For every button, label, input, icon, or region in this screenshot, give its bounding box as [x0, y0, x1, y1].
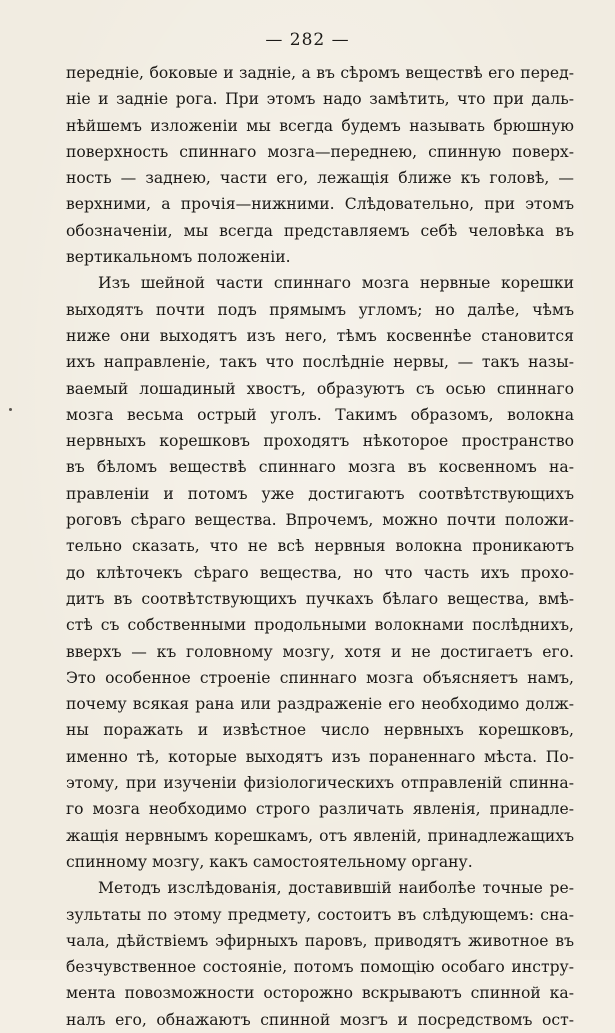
text-line: до клѣточекъ сѣраго вещества, но что часть ихъ прохо- [66, 563, 574, 582]
text-line: въ бѣломъ веществѣ спиннаго мозга въ косвенномъ на- [66, 458, 574, 477]
text-line: жащія нервнымъ корешкамъ, отъ явленій, принадлежащихъ [66, 826, 574, 845]
text-line: мента повозможности осторожно вскрываютъ спинной ка- [66, 984, 574, 1003]
text-line: спинному мозгу, какъ самостоятельному органу. [66, 852, 473, 871]
text-line: роговъ сѣраго вещества. Впрочемъ, можно почти положи- [66, 511, 574, 530]
text-line: го мозга необходимо строго различать явленія, принадле- [66, 800, 574, 819]
margin-speck [9, 408, 12, 411]
page-number: — 282 — [265, 30, 350, 50]
text-line: налъ его, обнажаютъ спинной мозгъ и посредствомъ ост- [66, 1010, 574, 1029]
text-line: ниже они выходятъ изъ него, тѣмъ косвеннѣе становится [66, 326, 574, 345]
text-line: ность — заднею, части его, лежащія ближе къ головѣ, — [66, 169, 574, 188]
text-line: вверхъ — къ головному мозгу, хотя и не достигаетъ его. [66, 642, 574, 661]
text-line: тельно сказать, что не всѣ нервныя волокна проникаютъ [66, 537, 574, 556]
text-line: почему всякая рана или раздраженіе его необходимо долж- [66, 695, 574, 714]
text-line: именно тѣ, которые выходятъ изъ пораненнаго мѣста. По- [66, 747, 574, 766]
text-line: стѣ съ собственными продольными волокнами послѣднихъ, [66, 616, 574, 635]
text-line: Методъ изслѣдованія, доставившій наиболѣе точные ре- [98, 879, 574, 898]
text-line: безчувственное состояніе, потомъ помощію особаго инстру- [66, 958, 574, 977]
text-line: зультаты по этому предмету, состоитъ въ слѣдующемъ: сна- [66, 905, 574, 924]
text-line: ны поражать и извѣстное число нервныхъ корешковъ, [66, 721, 574, 740]
text-line: чала, дѣйствіемъ эфирныхъ паровъ, приводятъ животное въ [66, 931, 574, 950]
text-line: ніе и задніе рога. При этомъ надо замѣтить, что при даль- [66, 90, 574, 109]
text-line: правленіи и потомъ уже достигаютъ соотвѣтствующихъ [66, 484, 574, 503]
text-line: вертикальномъ положеніи. [66, 248, 291, 267]
text-line: ваемый лошадиный хвостъ, образуютъ съ осью спиннаго [66, 379, 574, 398]
text-line: верхними, а прочія—нижними. Слѣдовательно, при этомъ [66, 195, 574, 214]
text-line: ихъ направленіе, такъ что послѣдніе нервы, — такъ назы- [66, 353, 574, 372]
text-line: передніе, боковые и задніе, а въ сѣромъ веществѣ его перед- [66, 64, 574, 82]
text-line: дитъ въ соотвѣтствующихъ пучкахъ бѣлаго вещества, вмѣ- [66, 589, 574, 608]
text-line: обозначеніи, мы всегда представляемъ себѣ человѣка въ [66, 221, 574, 240]
text-line: Это особенное строеніе спиннаго мозга объясняетъ намъ, [66, 668, 574, 687]
text-line: выходятъ почти подъ прямымъ угломъ; но далѣе, чѣмъ [66, 300, 574, 319]
text-line: этому, при изученіи физіологическихъ отправленій спинна- [66, 774, 574, 793]
text-line: нѣйшемъ изложеніи мы всегда будемъ называть брюшную [66, 116, 574, 135]
text-line: поверхность спиннаго мозга—переднею, спинную поверх- [66, 142, 574, 161]
text-line: нервныхъ корешковъ проходятъ нѣкоторое пространство [66, 432, 574, 451]
text-line: мозга весьма острый уголъ. Такимъ образомъ, волокна [66, 405, 574, 424]
body-text [66, 60, 574, 1033]
text-line: Изъ шейной части спиннаго мозга нервные корешки [98, 274, 574, 293]
